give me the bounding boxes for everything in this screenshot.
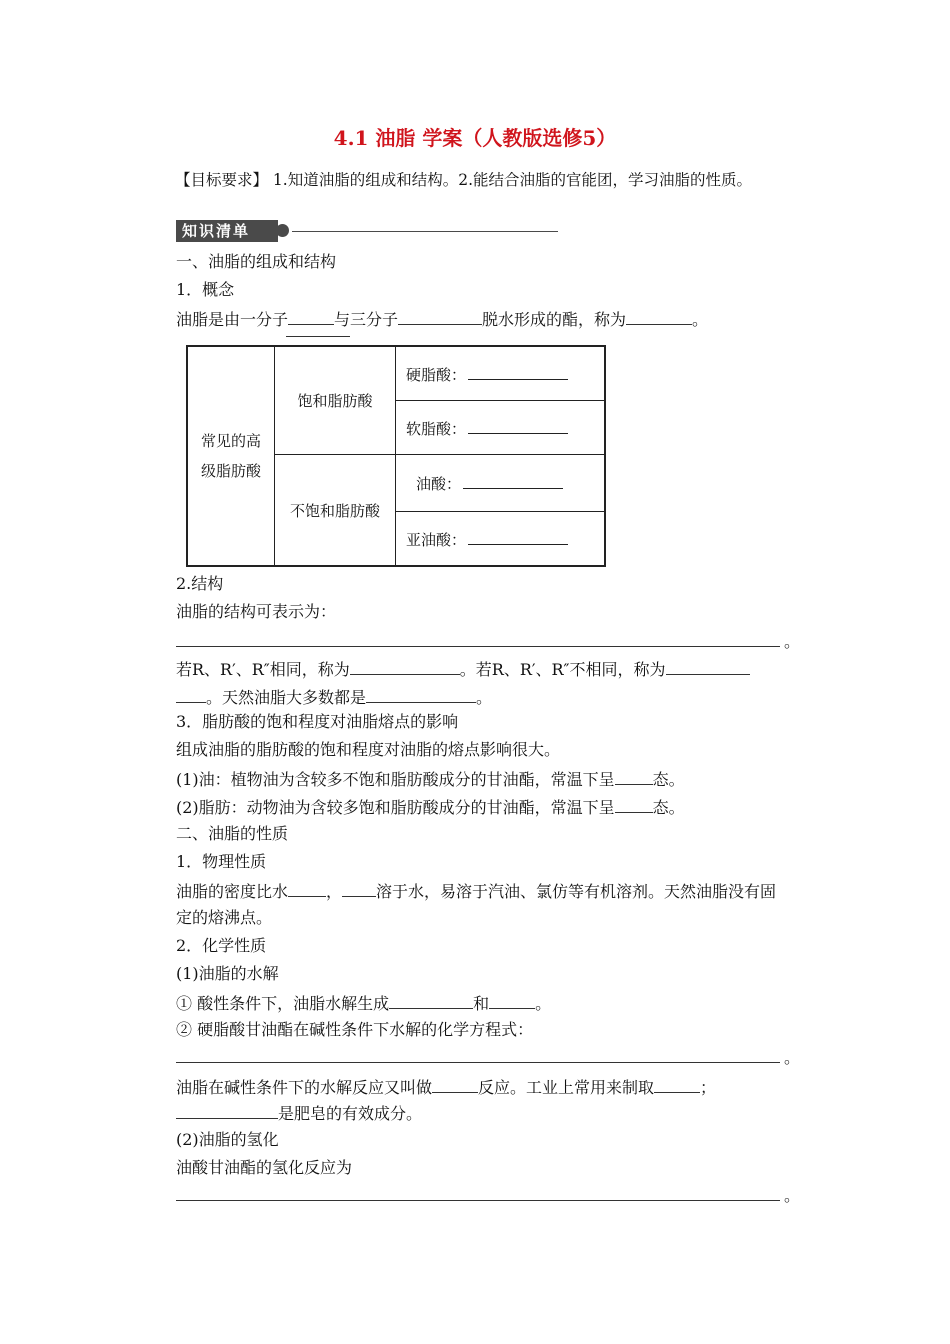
acid-text-a: ① 酸性条件下，油脂水解生成 (176, 994, 390, 1013)
oleic-label: 油酸： (416, 475, 462, 493)
sap-text-b: 反应。工业上常用来制取 (478, 1078, 655, 1097)
blank-natural[interactable] (366, 686, 476, 703)
blank-oil-state[interactable] (615, 768, 653, 785)
concept-text-d: 。 (692, 310, 709, 329)
cell-palmitic (396, 401, 606, 455)
blank-fat-state[interactable] (615, 796, 653, 813)
blank-saponification[interactable] (432, 1076, 478, 1093)
banner-line (292, 231, 558, 232)
cell-group (187, 346, 275, 566)
heading-properties: 二、油脂的性质 (176, 824, 289, 843)
linoleic-label: 亚油酸： (406, 530, 467, 549)
cell-unsaturated: 不饱和脂肪酸 (275, 455, 396, 567)
stray-underline (286, 336, 350, 337)
structure-text: 油脂的结构可表示为： (176, 602, 337, 621)
alkaline-answer-line[interactable] (176, 1062, 780, 1063)
heading-physical: 1．物理性质 (176, 852, 267, 871)
rr-text-d: 。 (476, 688, 493, 707)
blank-simple[interactable] (350, 658, 460, 675)
rr-line (176, 658, 750, 680)
blank-1[interactable] (288, 308, 334, 325)
heading-structure: 2.结构 (176, 574, 224, 593)
acid-text-c: 。 (535, 994, 552, 1013)
blank-3[interactable] (626, 308, 692, 325)
phys-text-d: 定的熔沸点。 (176, 908, 273, 927)
blank-density[interactable] (288, 880, 326, 897)
heading-hydrolysis: (1)油脂的水解 (176, 964, 279, 983)
group-label: 常见的高级脂肪酸 (200, 432, 261, 480)
acid-text-b: 和 (473, 994, 490, 1013)
concept-text-a: 油脂是由一分子 (176, 310, 289, 329)
sap-line-2 (176, 1102, 422, 1124)
cell-oleic (396, 455, 606, 512)
phys-line (176, 880, 776, 902)
structure-answer-line[interactable] (176, 646, 780, 647)
heading-composition: 一、油脂的组成和结构 (176, 252, 337, 271)
heading-hydrogenation: (2)油脂的氢化 (176, 1130, 279, 1149)
phys-text-c: 溶于水，易溶于汽油、氯仿等有机溶剂。天然油脂没有固 (376, 882, 777, 901)
cell-linoleic (396, 512, 606, 567)
section-banner: 知识清单 (176, 220, 278, 242)
palmitic-blank[interactable] (468, 417, 568, 434)
oleic-blank[interactable] (463, 472, 563, 489)
hydrogenation-period: 。 (784, 1186, 801, 1205)
heading-chemical: 2．化学性质 (176, 936, 267, 955)
goal-text: 【目标要求】 1.知道油脂的组成和结构。2.能结合油脂的官能团，学习油脂的性质。 (175, 171, 753, 189)
alkaline-text: ② 硬脂酸甘油酯在碱性条件下水解的化学方程式： (176, 1020, 534, 1039)
oil-line (176, 768, 685, 790)
phys-text-b: ， (326, 882, 343, 901)
cell-stearic (396, 346, 606, 401)
cell-saturated: 饱和脂肪酸 (275, 346, 396, 455)
heading-saturation: 3．脂肪酸的饱和程度对油脂熔点的影响 (176, 712, 459, 731)
acid-line (176, 992, 551, 1014)
blank-mixed-cont[interactable] (176, 686, 206, 703)
concept-line (176, 308, 708, 330)
concept-text-b: 与三分子 (334, 310, 399, 329)
blank-2[interactable] (398, 308, 482, 325)
sap-text-c: ； (700, 1078, 717, 1097)
oil-text-b: 态。 (652, 770, 685, 789)
palmitic-label: 软脂酸： (406, 419, 467, 438)
heading-concept: 1．概念 (176, 280, 235, 299)
stearic-label: 硬脂酸： (406, 365, 467, 384)
blank-product[interactable] (654, 1076, 700, 1093)
rr-text-a: 若R、R′、R″相同，称为 (176, 660, 350, 679)
blank-acid-1[interactable] (389, 992, 473, 1009)
rr-line-2 (176, 686, 492, 708)
rr-text-c: 。天然油脂大多数都是 (206, 688, 367, 707)
hydrogenation-text: 油酸甘油酯的氢化反应为 (176, 1158, 353, 1177)
concept-text-c: 脱水形成的酯，称为 (482, 310, 627, 329)
phys-text-a: 油脂的密度比水 (176, 882, 289, 901)
sap-text-d: 是肥皂的有效成分。 (278, 1104, 423, 1123)
page-title: 4.1 油脂 学案（人教版选修5） (333, 126, 617, 150)
hydrogenation-answer-line[interactable] (176, 1200, 780, 1201)
alkaline-period: 。 (784, 1048, 801, 1067)
blank-mixed[interactable] (666, 658, 750, 675)
rr-text-b: 。若R、R′、R″不相同，称为 (459, 660, 666, 679)
fat-text-b: 态。 (652, 798, 685, 817)
fat-text-a: (2)脂肪：动物油为含较多饱和脂肪酸成分的甘油酯，常温下呈 (176, 798, 615, 817)
melt-intro: 组成油脂的脂肪酸的饱和程度对油脂的熔点影响很大。 (176, 740, 561, 759)
blank-acid-2[interactable] (489, 992, 535, 1009)
oil-text-a: (1)油：植物油为含较多不饱和脂肪酸成分的甘油酯，常温下呈 (176, 770, 615, 789)
blank-soap[interactable] (176, 1102, 278, 1119)
fatty-acid-table (186, 345, 606, 567)
sap-text-a: 油脂在碱性条件下的水解反应又叫做 (176, 1078, 433, 1097)
stearic-blank[interactable] (468, 363, 568, 380)
fat-line (176, 796, 685, 818)
structure-period: 。 (784, 632, 801, 651)
banner-dot (276, 224, 289, 237)
blank-solubility[interactable] (342, 880, 376, 897)
linoleic-blank[interactable] (468, 528, 568, 545)
sap-line (176, 1076, 716, 1098)
